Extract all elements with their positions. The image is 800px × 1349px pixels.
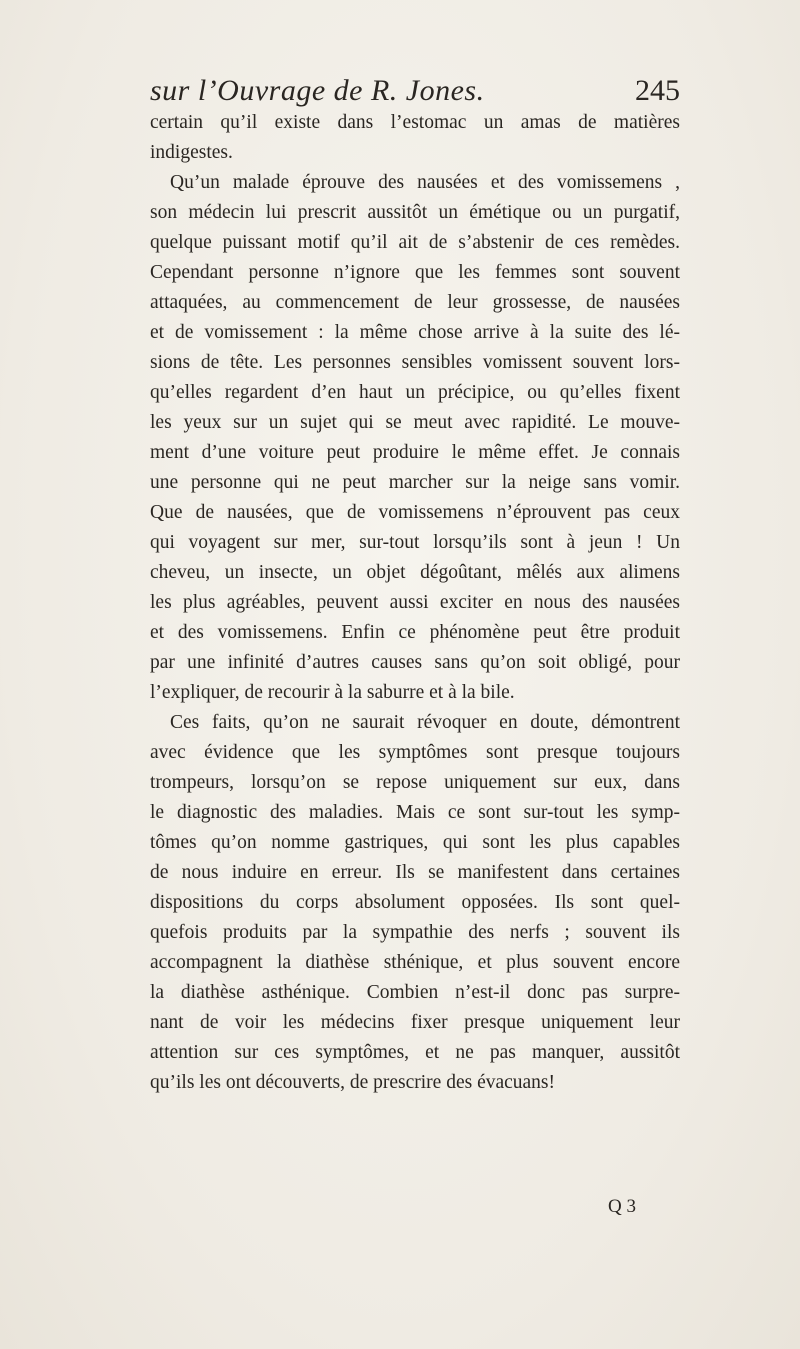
text-line: la diathèse asthénique. Combien n’est-il donc pas surpre-: [150, 982, 680, 1003]
running-title: sur l’Ouvrage de R. Jones.: [150, 74, 485, 107]
text-line: certain qu’il existe dans l’estomac un amas de matières: [150, 112, 680, 133]
text-line: indigestes.: [150, 142, 233, 163]
text-line: quelque puissant motif qu’il ait de s’abstenir de ces remèdes.: [150, 232, 680, 253]
text-line: qui voyagent sur mer, sur-tout lorsqu’ils sont à jeun ! Un: [150, 532, 680, 553]
text-line: attaquées, au commencement de leur grossesse, de nausées: [150, 292, 680, 313]
running-head: [150, 72, 680, 112]
text-line: son médecin lui prescrit aussitôt un émétique ou un purgatif,: [150, 202, 680, 223]
text-line: et des vomissemens. Enfin ce phénomène peut être produit: [150, 622, 680, 643]
text-line: qu’ils les ont découverts, de prescrire des évacuans!: [150, 1072, 556, 1093]
text-line: les yeux sur un sujet qui se meut avec rapidité. Le mouve-: [150, 412, 680, 433]
text-line: Qu’un malade éprouve des nausées et des vomissemens ,: [170, 172, 680, 193]
text-line: par une infinité d’autres causes sans qu’on soit obligé, pour: [150, 652, 680, 673]
text-line: de nous induire en erreur. Ils se manifestent dans certaines: [150, 862, 680, 883]
text-line: dispositions du corps absolument opposées. Ils sont quel-: [150, 892, 680, 913]
text-line: sions de tête. Les personnes sensibles vomissent souvent lors-: [150, 352, 680, 373]
text-line: ment d’une voiture peut produire le même effet. Je connais: [150, 442, 680, 463]
text-line: les plus agréables, peuvent aussi exciter en nous des nausées: [150, 592, 680, 613]
text-line: tômes qu’on nomme gastriques, qui sont les plus capables: [150, 832, 680, 853]
paragraph-3: [150, 708, 680, 1098]
text-line: quefois produits par la sympathie des nerfs ; souvent ils: [150, 922, 680, 943]
text-line: Ces faits, qu’on ne saurait révoquer en doute, démontrent: [170, 712, 680, 733]
paragraph-1: [150, 108, 680, 168]
paragraph-2: [150, 168, 680, 708]
text-line: accompagnent la diathèse sthénique, et plus souvent encore: [150, 952, 680, 973]
text-line: Que de nausées, que de vomissemens n’éprouvent pas ceux: [150, 502, 680, 523]
text-line: Cependant personne n’ignore que les femmes sont souvent: [150, 262, 680, 283]
text-line: une personne qui ne peut marcher sur la neige sans vomir.: [150, 472, 680, 493]
body-text: [150, 108, 680, 1098]
text-line: l’expliquer, de recourir à la saburre et à la bile.: [150, 682, 515, 703]
text-line: cheveu, un insecte, un objet dégoûtant, mêlés aux alimens: [150, 562, 680, 583]
text-line: trompeurs, lorsqu’on se repose uniquement sur eux, dans: [150, 772, 680, 793]
text-line: attention sur ces symptômes, et ne pas manquer, aussitôt: [150, 1042, 680, 1063]
text-line: nant de voir les médecins fixer presque uniquement leur: [150, 1012, 680, 1033]
text-line: et de vomissement : la même chose arrive à la suite des lé-: [150, 322, 680, 343]
text-line: avec évidence que les symptômes sont presque toujours: [150, 742, 680, 763]
text-line: qu’elles regardent d’en haut un précipice, ou qu’elles fixent: [150, 382, 680, 403]
signature-mark: Q 3: [608, 1196, 636, 1217]
page-number: 245: [635, 74, 680, 107]
text-line: le diagnostic des maladies. Mais ce sont sur-tout les symp-: [150, 802, 680, 823]
